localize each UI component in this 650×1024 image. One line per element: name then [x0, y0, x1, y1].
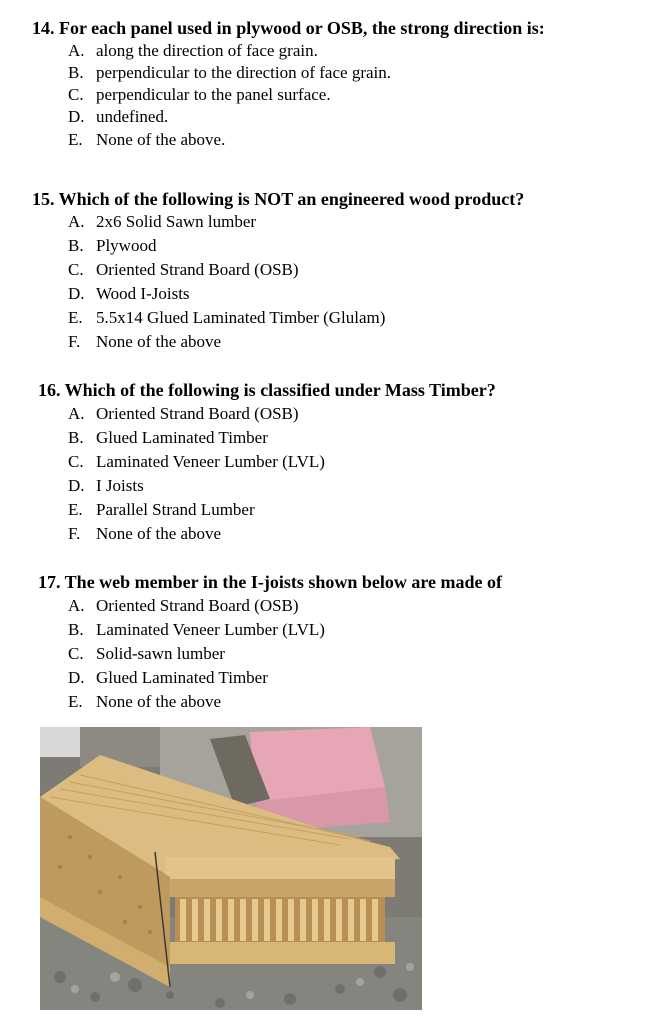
- option[interactable]: [68, 332, 221, 352]
- option-text: None of the above.: [96, 130, 226, 149]
- option-letter: C.: [68, 260, 84, 279]
- option[interactable]: [68, 620, 325, 640]
- option-text: I Joists: [96, 476, 144, 495]
- option-text: Oriented Strand Board (OSB): [96, 260, 299, 279]
- option[interactable]: [68, 428, 268, 448]
- question-title: 15. Which of the following is NOT an engineered wood product?: [32, 189, 525, 209]
- option-text: None of the above: [96, 524, 222, 543]
- option-letter: A.: [68, 596, 85, 615]
- option[interactable]: [68, 63, 391, 83]
- option-text: Plywood: [96, 236, 157, 255]
- option[interactable]: [68, 107, 168, 127]
- option-letter: B.: [68, 620, 84, 639]
- option-letter: E.: [68, 308, 83, 327]
- option-letter: D.: [68, 107, 85, 126]
- option-text: Solid-sawn lumber: [96, 644, 225, 663]
- option-text: Oriented Strand Board (OSB): [96, 404, 299, 423]
- option[interactable]: [68, 41, 318, 61]
- option[interactable]: [68, 668, 268, 688]
- option-text: perpendicular to the panel surface.: [96, 85, 331, 104]
- option-text: Parallel Strand Lumber: [96, 500, 255, 519]
- option[interactable]: [68, 524, 221, 544]
- option-text: Glued Laminated Timber: [96, 668, 268, 687]
- option-letter: E.: [68, 500, 83, 519]
- option-letter: C.: [68, 644, 84, 663]
- option-text: Glued Laminated Timber: [96, 428, 268, 447]
- option-letter: F.: [68, 524, 81, 543]
- option-letter: D.: [68, 284, 85, 303]
- option-text: Laminated Veneer Lumber (LVL): [96, 620, 325, 639]
- option-letter: F.: [68, 332, 81, 351]
- option-letter: C.: [68, 452, 84, 471]
- option-text: 2x6 Solid Sawn lumber: [96, 212, 257, 231]
- option[interactable]: [68, 452, 325, 472]
- option[interactable]: [68, 644, 225, 664]
- option-letter: E.: [68, 130, 83, 149]
- option[interactable]: [68, 404, 299, 424]
- option-letter: B.: [68, 63, 84, 82]
- option-text: Wood I-Joists: [96, 284, 190, 303]
- option-letter: C.: [68, 85, 84, 104]
- option[interactable]: [68, 284, 190, 304]
- option[interactable]: [68, 85, 331, 105]
- option[interactable]: [68, 476, 144, 496]
- option-letter: B.: [68, 236, 84, 255]
- option-letter: A.: [68, 404, 85, 423]
- option[interactable]: [68, 260, 299, 280]
- option[interactable]: [68, 236, 156, 256]
- ijoist-photo-icon: [40, 727, 422, 1010]
- question-title: 17. The web member in the I-joists shown below are made of: [38, 572, 502, 592]
- option-text: 5.5x14 Glued Laminated Timber (Glulam): [96, 308, 386, 327]
- option[interactable]: [68, 308, 385, 328]
- option-text: Oriented Strand Board (OSB): [96, 596, 299, 615]
- option[interactable]: [68, 692, 221, 712]
- option-text: undefined.: [96, 107, 169, 126]
- option-letter: D.: [68, 668, 85, 687]
- option-text: perpendicular to the direction of face grain.: [96, 63, 392, 82]
- option-letter: A.: [68, 41, 85, 60]
- option[interactable]: [68, 500, 255, 520]
- option-letter: B.: [68, 428, 84, 447]
- option-text: Laminated Veneer Lumber (LVL): [96, 452, 325, 471]
- question-title: 14. For each panel used in plywood or OSB, the strong direction is:: [32, 18, 545, 38]
- option-text: along the direction of face grain.: [96, 41, 318, 60]
- option-letter: A.: [68, 212, 85, 231]
- question-title: 16. Which of the following is classified under Mass Timber?: [38, 380, 496, 400]
- option-text: None of the above: [96, 332, 222, 351]
- option[interactable]: [68, 130, 225, 150]
- option[interactable]: [68, 212, 256, 232]
- option-letter: E.: [68, 692, 83, 711]
- option-text: None of the above: [96, 692, 222, 711]
- option-letter: D.: [68, 476, 85, 495]
- option[interactable]: [68, 596, 299, 616]
